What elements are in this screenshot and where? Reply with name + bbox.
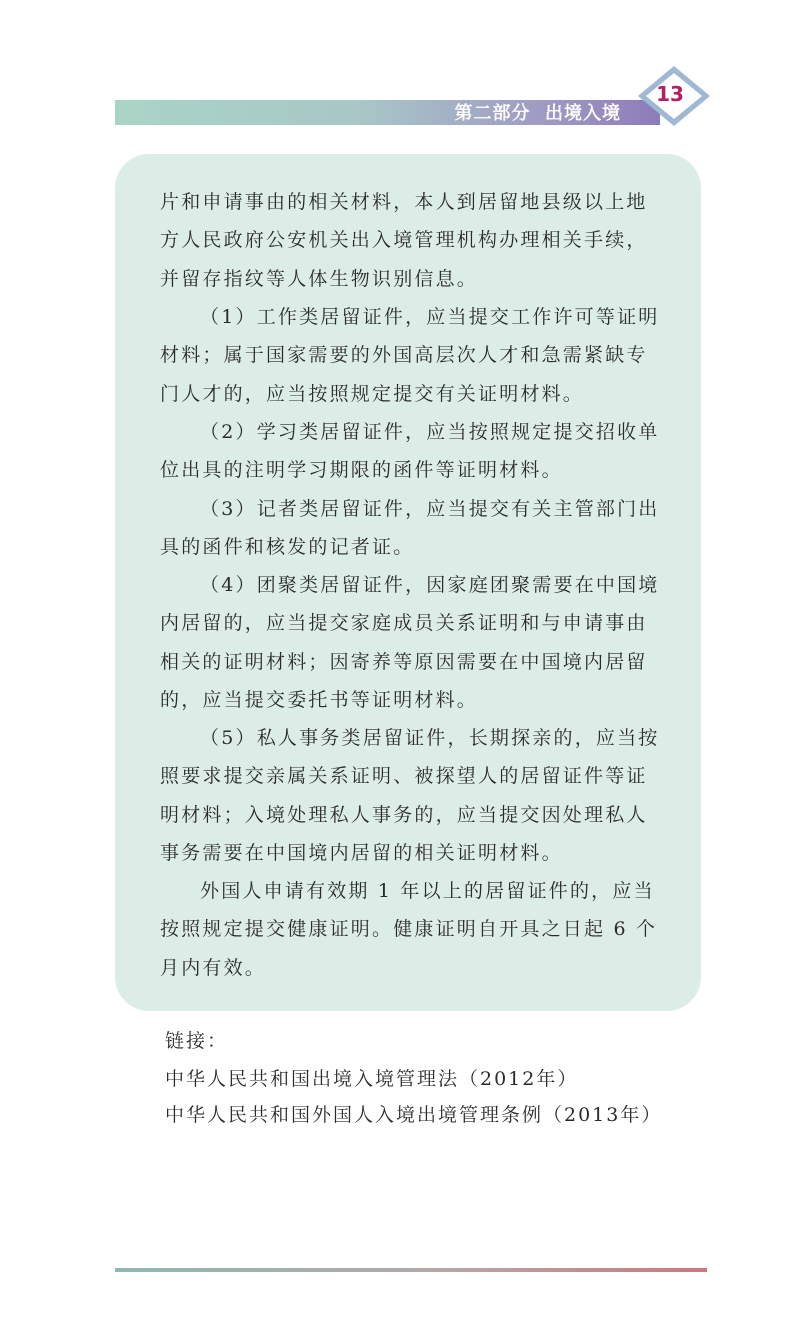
paragraph-study-permit: （2）学习类居留证件，应当按照规定提交招收单位出具的注明学习期限的函件等证明材料。 bbox=[160, 421, 660, 482]
paragraph-work-permit: （1）工作类居留证件，应当提交工作许可等证明材料；属于国家需要的外国高层次人才和急需紧缺专门人才的，应当按照规定提交有关证明材料。 bbox=[160, 306, 660, 405]
paragraph-reunion-permit: （4）团聚类居留证件，因家庭团聚需要在中国境内居留的，应当提交家庭成员关系证明和与申请事由相关的证明材料；因寄养等原因需要在中国境内居留的，应当提交委托书等证明材料。 bbox=[160, 574, 660, 712]
paragraph-private-affairs-permit: （5）私人事务类居留证件，长期探亲的，应当按照要求提交亲属关系证明、被探望人的居留证件等证明材料；入境处理私人事务的，应当提交因处理私人事务需要在中国境内居留的相关证明材料。 bbox=[160, 727, 660, 865]
paragraph-journalist-permit: （3）记者类居留证件，应当提交有关主管部门出具的函件和核发的记者证。 bbox=[160, 498, 660, 559]
page-number: 13 bbox=[656, 82, 684, 106]
links-label: 链接： bbox=[165, 1030, 229, 1052]
section-title: 第二部分 出境入境 bbox=[454, 103, 621, 124]
link-exit-entry-law[interactable]: 中华人民共和国出境入境管理法（2012年） bbox=[165, 1068, 579, 1090]
footer-divider bbox=[115, 1268, 707, 1272]
paragraph-intro: 片和申请事由的相关材料，本人到居留地县级以上地方人民政府公安机关出入境管理机构办理相关手续，并留存指纹等人体生物识别信息。 bbox=[160, 191, 648, 290]
paragraph-health-certificate: 外国人申请有效期 1 年以上的居留证件的，应当按照规定提交健康证明。健康证明自开具之日起 6 个月内有效。 bbox=[160, 880, 658, 979]
link-foreigner-regulations[interactable]: 中华人民共和国外国人入境出境管理条例（2013年） bbox=[165, 1104, 663, 1126]
